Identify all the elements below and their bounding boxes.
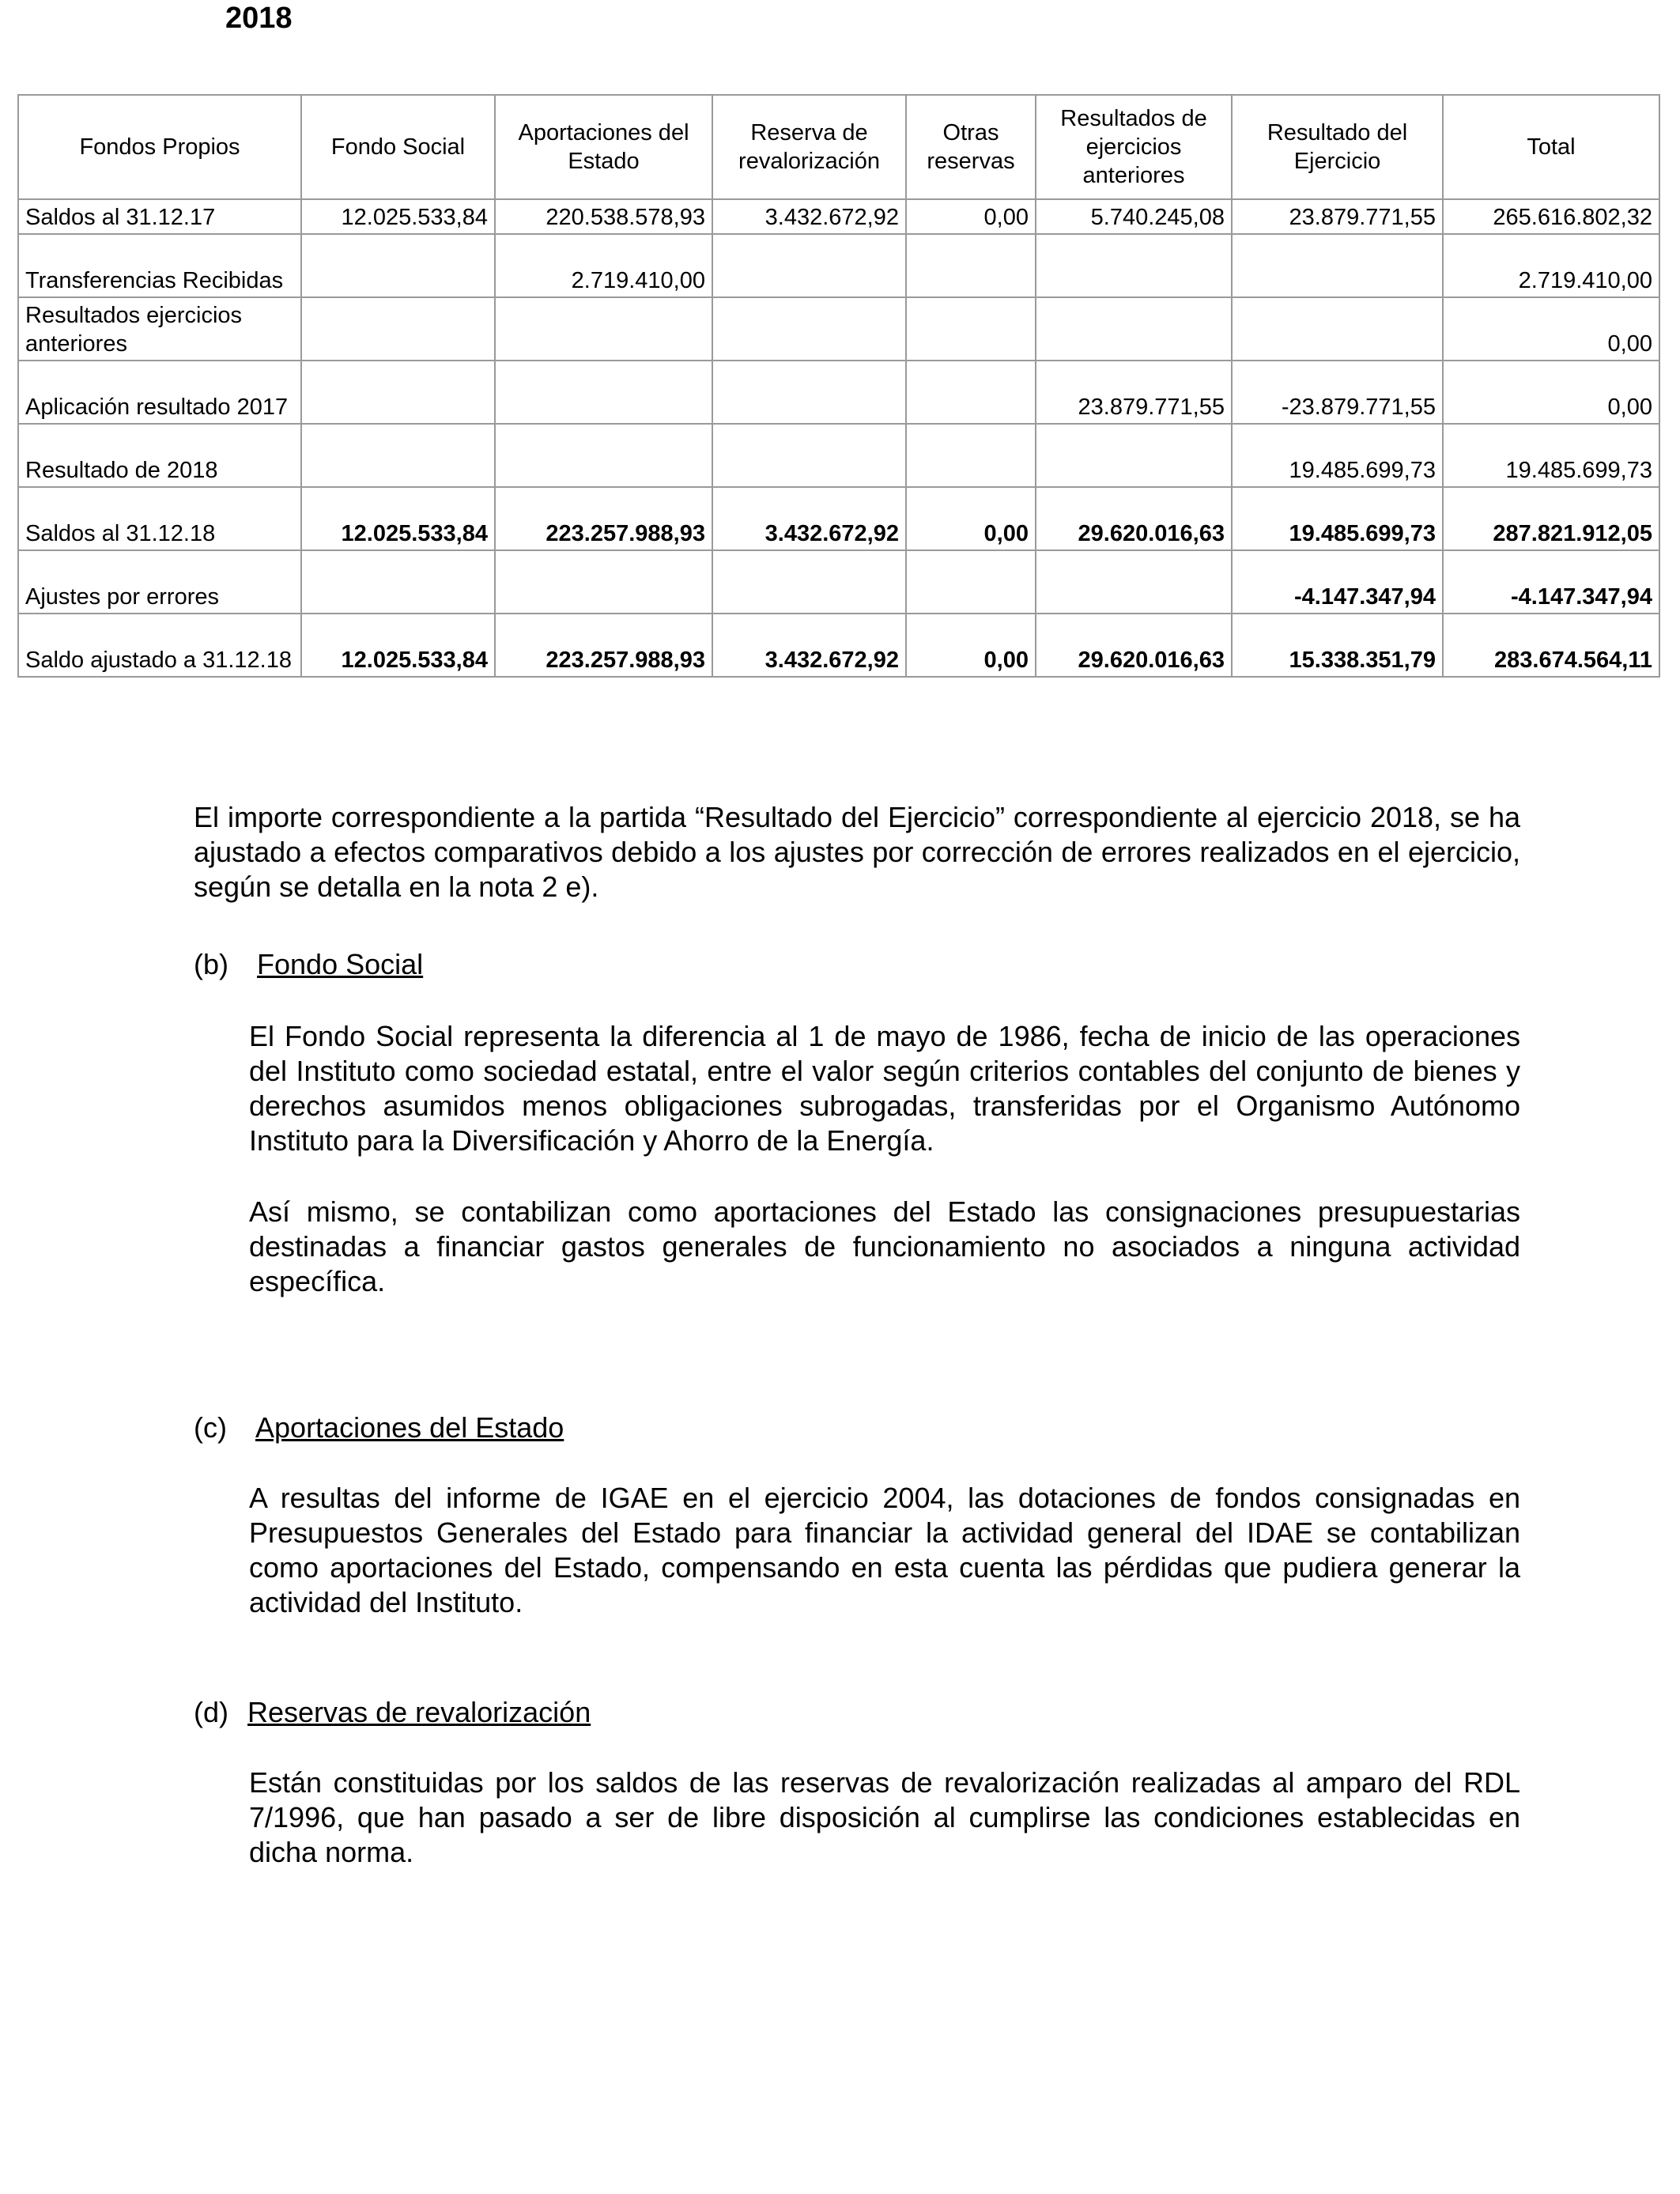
table-cell [1036, 424, 1232, 487]
table-cell: 0,00 [1443, 361, 1659, 424]
table-cell: 223.257.988,93 [495, 487, 712, 550]
table-cell [906, 550, 1036, 614]
section-c-paragraph-1: A resultas del informe de IGAE en el ejercicio 2004, las dotaciones de fondos consignadas en Presupuestos Generales del Estado para financiar la actividad general del IDAE se contabilizan como aportaciones del Estado, compensando en esta cuenta las pérdidas que pudiera generar la actividad del Instituto. [249, 1482, 1520, 1618]
table-cell: 12.025.533,84 [301, 199, 495, 234]
year-heading: 2018 [225, 2, 293, 35]
row-label: Resultados ejercicios anteriores [18, 297, 301, 361]
row-label: Aplicación resultado 2017 [18, 361, 301, 424]
table-cell [301, 550, 495, 614]
section-c-title: Aportaciones del Estado [255, 1411, 564, 1444]
header-total: Total [1443, 95, 1659, 199]
table-cell: 223.257.988,93 [495, 614, 712, 677]
table-cell: 19.485.699,73 [1232, 487, 1443, 550]
row-label: Saldos al 31.12.18 [18, 487, 301, 550]
equity-changes-table [17, 94, 1660, 678]
table-cell: 0,00 [1443, 297, 1659, 361]
table-cell: 0,00 [906, 487, 1036, 550]
table-cell: 2.719.410,00 [495, 234, 712, 297]
table-cell [301, 361, 495, 424]
table-cell: 15.338.351,79 [1232, 614, 1443, 677]
table-row [18, 297, 1659, 361]
table-row [18, 550, 1659, 614]
table-cell: 220.538.578,93 [495, 199, 712, 234]
table-cell: 5.740.245,08 [1036, 199, 1232, 234]
table-cell: 0,00 [906, 614, 1036, 677]
intro-paragraph: El importe correspondiente a la partida “Resultado del Ejercicio” correspondiente al ejercicio 2018, se ha ajustado a efectos comparativos debido a los ajustes por corrección de errores realizados en el ejercicio, según se detalla en la nota 2 e). [194, 801, 1520, 903]
table-cell: 12.025.533,84 [301, 614, 495, 677]
table-cell: 29.620.016,63 [1036, 487, 1232, 550]
table-cell: 283.674.564,11 [1443, 614, 1659, 677]
section-b-heading [194, 947, 423, 982]
row-label: Saldo ajustado a 31.12.18 [18, 614, 301, 677]
table-cell [712, 297, 906, 361]
section-c-heading [194, 1410, 564, 1445]
header-otras-reservas: Otras reservas [906, 95, 1036, 199]
table-cell: -4.147.347,94 [1232, 550, 1443, 614]
section-b-paragraph-1: El Fondo Social representa la diferencia al 1 de mayo de 1986, fecha de inicio de las operaciones del Instituto como sociedad estatal, entre el valor según criterios contables del conjunto de bienes y derechos asumidos menos obligaciones subrogadas, transferidas por el Organismo Autónomo Instituto para la Diversificación y Ahorro de la Energía. [249, 1020, 1520, 1157]
section-b-title: Fondo Social [257, 948, 424, 980]
table-cell: 3.432.672,92 [712, 199, 906, 234]
section-b-paragraph-2: Así mismo, se contabilizan como aportaciones del Estado las consignaciones presupuestarias destinadas a financiar gastos generales de funcionamiento no asociados a ninguna actividad específica. [249, 1195, 1520, 1297]
table-cell [1232, 297, 1443, 361]
table-cell: 287.821.912,05 [1443, 487, 1659, 550]
table-row [18, 234, 1659, 297]
header-resultados-anteriores: Resultados de ejercicios anteriores [1036, 95, 1232, 199]
table-cell [495, 424, 712, 487]
table-cell: 23.879.771,55 [1036, 361, 1232, 424]
table-cell [1232, 234, 1443, 297]
table-cell: 3.432.672,92 [712, 487, 906, 550]
table-cell: 19.485.699,73 [1443, 424, 1659, 487]
table-cell: 0,00 [906, 199, 1036, 234]
table-cell [712, 424, 906, 487]
table-cell: 12.025.533,84 [301, 487, 495, 550]
table-cell [712, 361, 906, 424]
table-cell: -4.147.347,94 [1443, 550, 1659, 614]
section-d-title: Reservas de revalorización [247, 1696, 591, 1728]
table-cell: 19.485.699,73 [1232, 424, 1443, 487]
row-label: Transferencias Recibidas [18, 234, 301, 297]
row-label: Ajustes por errores [18, 550, 301, 614]
row-label: Resultado de 2018 [18, 424, 301, 487]
table-cell: 2.719.410,00 [1443, 234, 1659, 297]
table-row [18, 614, 1659, 677]
table-cell [495, 297, 712, 361]
table-cell: 3.432.672,92 [712, 614, 906, 677]
table-cell [712, 234, 906, 297]
header-fondo-social: Fondo Social [301, 95, 495, 199]
table-cell: 23.879.771,55 [1232, 199, 1443, 234]
table-cell [906, 234, 1036, 297]
table-cell: -23.879.771,55 [1232, 361, 1443, 424]
table-cell [495, 361, 712, 424]
section-b-letter: (b) [194, 948, 228, 980]
table-cell: 265.616.802,32 [1443, 199, 1659, 234]
table-cell [906, 361, 1036, 424]
row-label: Saldos al 31.12.17 [18, 199, 301, 234]
table-cell [906, 424, 1036, 487]
header-aportaciones-estado: Aportaciones del Estado [495, 95, 712, 199]
table-cell [301, 234, 495, 297]
section-d-letter: (d) [194, 1696, 228, 1728]
table-cell [495, 550, 712, 614]
table-row [18, 424, 1659, 487]
table-cell [301, 424, 495, 487]
table-cell: 29.620.016,63 [1036, 614, 1232, 677]
table-cell [301, 297, 495, 361]
header-fondos-propios: Fondos Propios [18, 95, 301, 199]
section-d-heading [194, 1695, 591, 1730]
table-row [18, 199, 1659, 234]
table-cell [712, 550, 906, 614]
table-cell [1036, 297, 1232, 361]
table-cell [906, 297, 1036, 361]
section-d-paragraph-1: Están constituidas por los saldos de las reservas de revalorización realizadas al amparo del RDL 7/1996, que han pasado a ser de libre disposición al cumplirse las condiciones establecidas en dicha norma. [249, 1766, 1520, 1868]
table-row [18, 361, 1659, 424]
table-header-row [18, 95, 1659, 199]
table-row [18, 487, 1659, 550]
table-cell [1036, 550, 1232, 614]
header-resultado-ejercicio: Resultado del Ejercicio [1232, 95, 1443, 199]
header-reserva-revalorizacion: Reserva de revalorización [712, 95, 906, 199]
section-c-letter: (c) [194, 1411, 227, 1444]
table-cell [1036, 234, 1232, 297]
